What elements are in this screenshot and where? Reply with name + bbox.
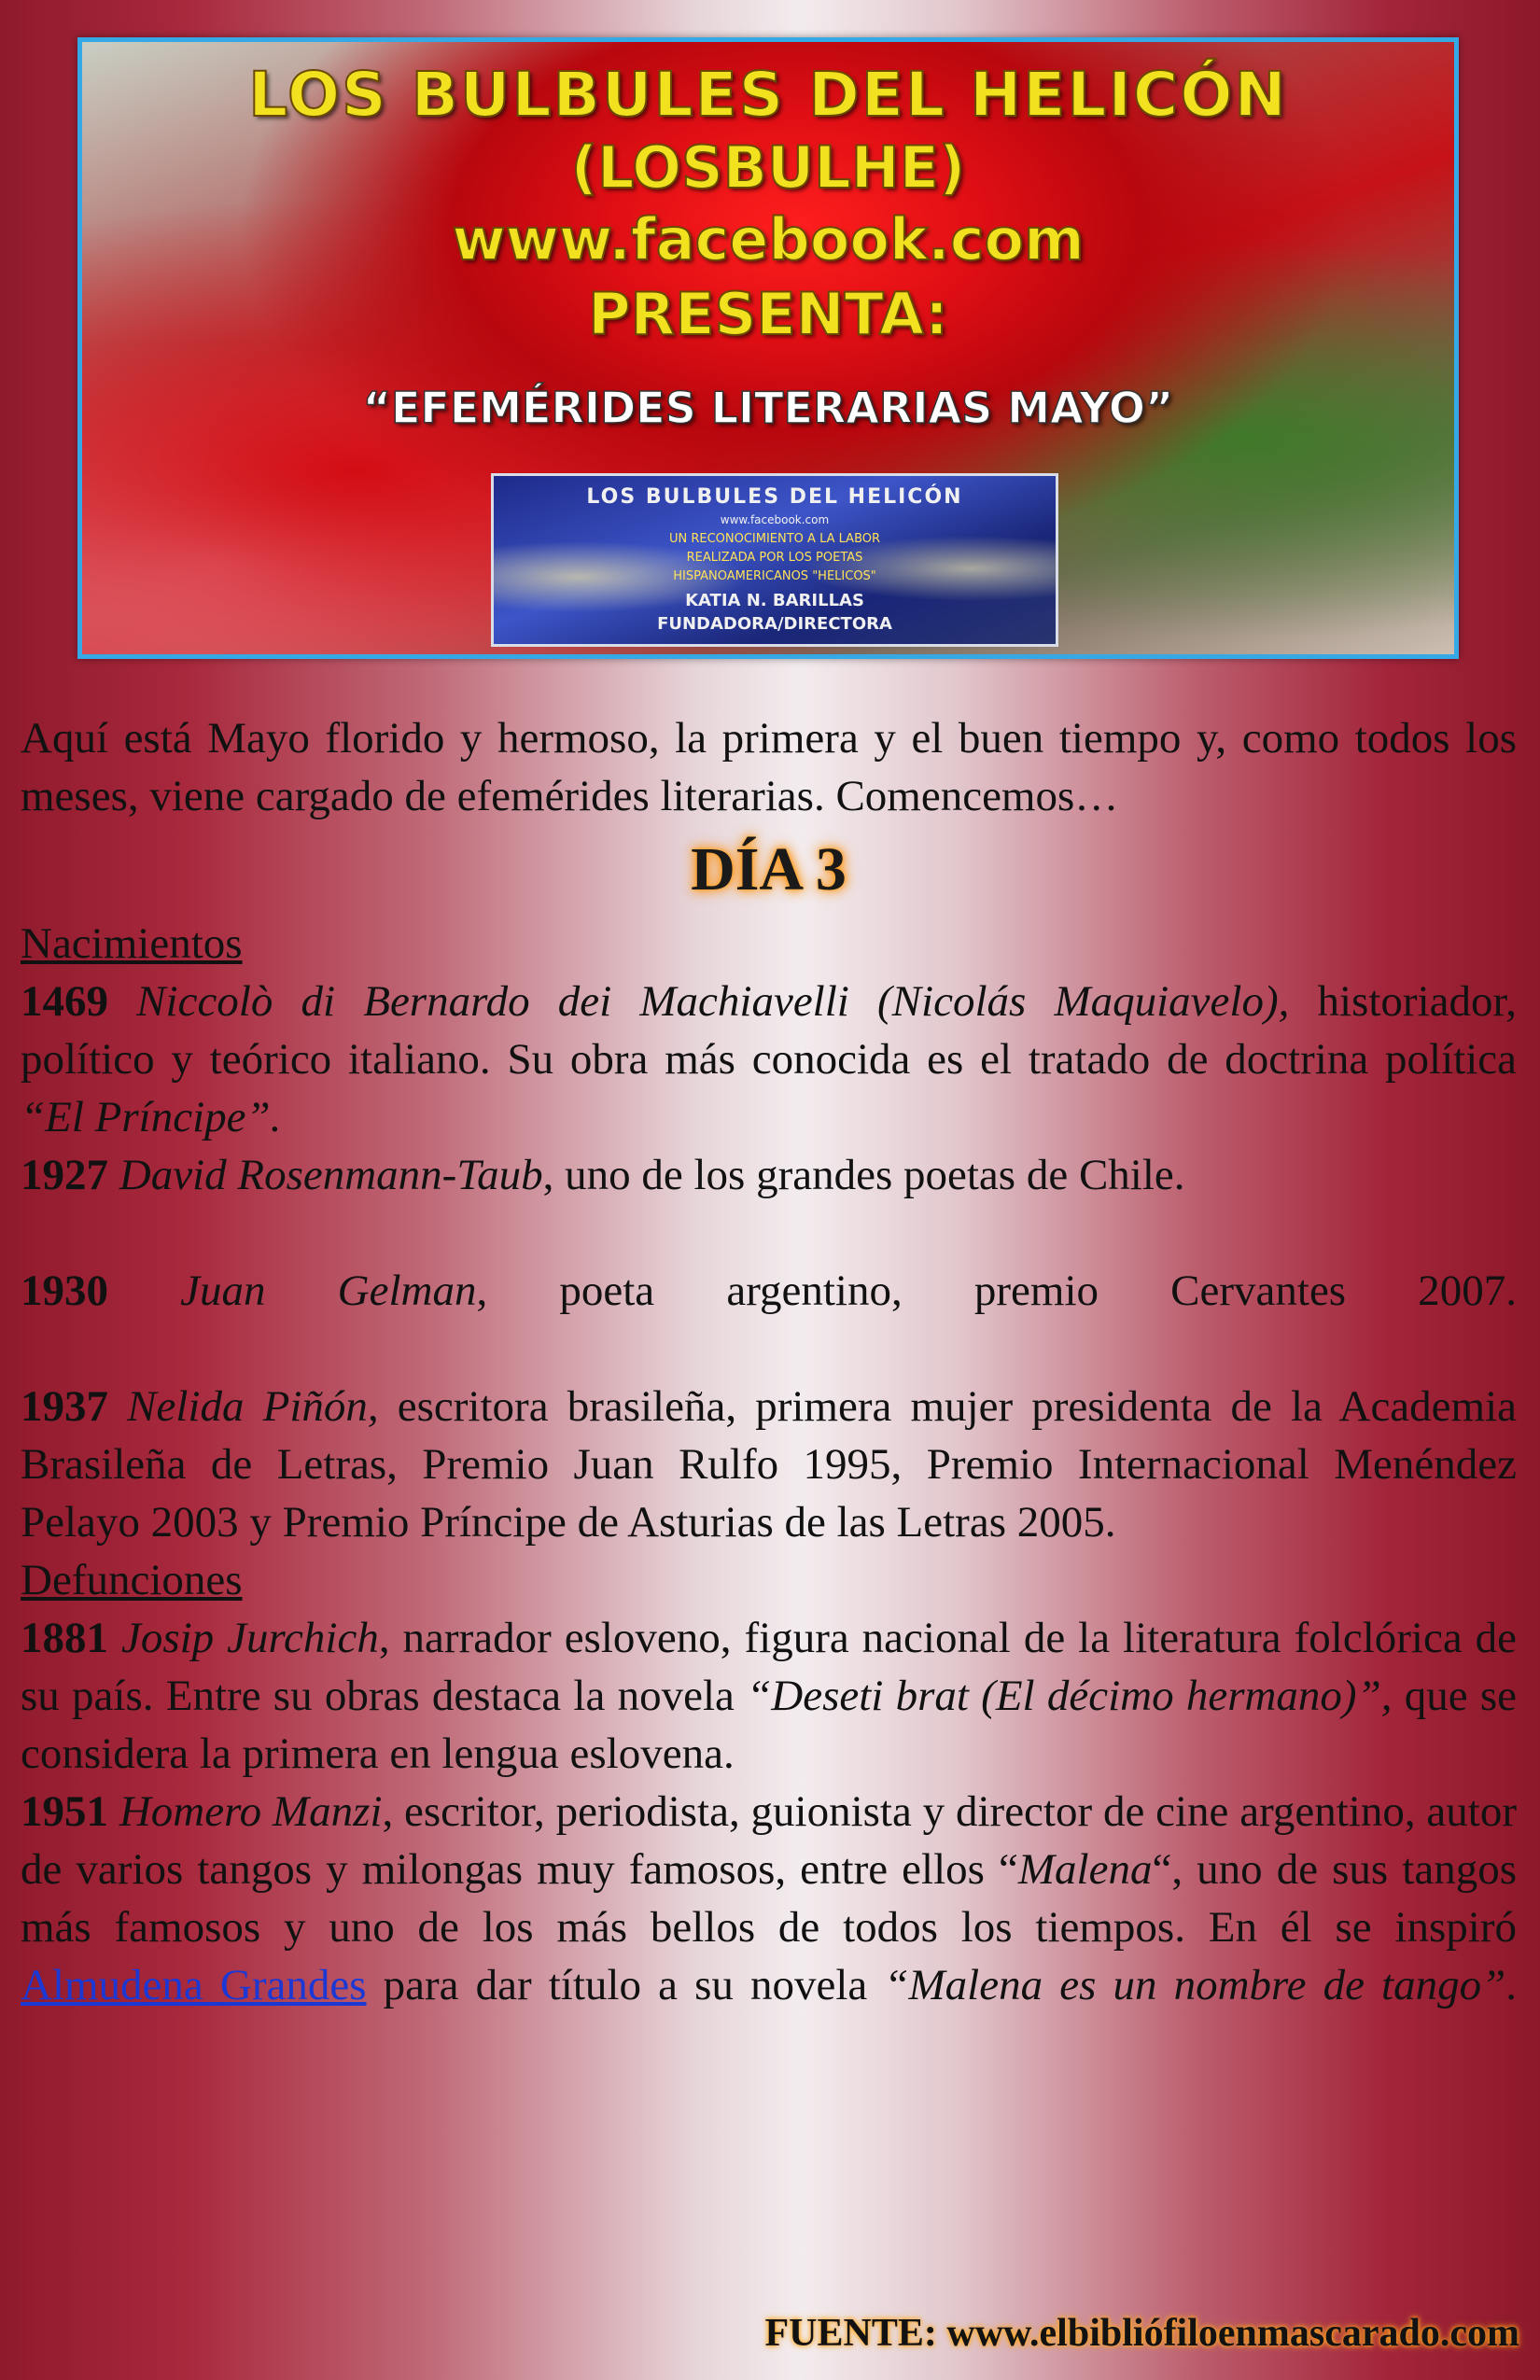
entry-work: Malena [1017, 1845, 1153, 1894]
entry-year: 1930 [21, 1267, 108, 1315]
banner-title: LOS BULBULES DEL HELICÓN [248, 59, 1288, 131]
badge-author: KATIA N. BARILLAS [685, 591, 864, 610]
article-body [21, 709, 1517, 2014]
entry-work: “Deseti brat (El décimo hermano)”, [747, 1672, 1393, 1720]
entry-year: 1469 [21, 977, 108, 1026]
badge-url: www.facebook.com [720, 513, 830, 526]
entry-name: Nelida Piñón, [127, 1382, 379, 1431]
entry-text: , escritor, periodista, guionista y director de cine argentino, autor de varios tangos y milongas muy famosos, entre ellos “ [21, 1787, 1517, 1894]
banner-event-title: “EFEMÉRIDES LITERARIAS MAYO” [362, 383, 1174, 433]
entry-name: Homero Manzi [119, 1787, 383, 1836]
entry-year: 1951 [21, 1787, 108, 1836]
banner-subtitle: (LOSBULHE) [570, 133, 966, 202]
entry-1937 [21, 1378, 1517, 1551]
logo-badge [491, 473, 1058, 647]
almudena-grandes-link[interactable]: Almudena Grandes [21, 1961, 367, 2009]
entry-year: 1881 [21, 1614, 108, 1662]
entry-year: 1927 [21, 1151, 108, 1199]
entry-text: , poeta argentino, premio Cervantes 2007. [476, 1267, 1517, 1315]
deaths-heading: Defunciones [21, 1556, 243, 1604]
entry-tail: que se considera la primera en lengua eslovena. [21, 1672, 1517, 1778]
births-heading: Nacimientos [21, 919, 243, 968]
entry-text: historiador, político y teórico italiano. Su obra más conocida es el tratado de doctrina política [21, 977, 1518, 1084]
header-banner [77, 37, 1459, 659]
entry-after-link: para dar título a su novela [366, 1961, 885, 2009]
source-credit: FUENTE: www.elbibliófiloenmascarado.com [764, 2312, 1519, 2355]
entry-end: . [1505, 1961, 1517, 2009]
entry-1469 [21, 973, 1517, 1146]
entry-text: escritora brasileña, primera mujer presidenta de la Academia Brasileña de Letras, Premio Juan Rulfo 1995, Premio Internacional Menéndez Pelayo 2003 y Premio Príncipe de Asturias de las Letras 2005. [21, 1382, 1518, 1547]
day-heading: DÍA 3 [691, 835, 847, 903]
entry-1927 [21, 1146, 1517, 1204]
entry-name: Niccolò di Bernardo dei Machiavelli (Nicolás Maquiavelo), [136, 977, 1290, 1026]
entry-1930 [21, 1262, 1517, 1320]
entry-1881 [21, 1609, 1517, 1783]
badge-text-1: UN RECONOCIMIENTO A LA LABOR [668, 532, 881, 546]
banner-presenta: PRESENTA: [588, 280, 948, 348]
entry-work: “El Príncipe”. [21, 1093, 282, 1141]
entry-text: , narrador esloveno, figura nacional de la literatura folclórica de su país. Entre su obras destaca la novela [21, 1614, 1518, 1720]
badge-title: LOS BULBULES DEL HELICÓN [586, 485, 963, 509]
entry-name: David Rosenmann-Taub [119, 1151, 543, 1199]
intro-paragraph: Aquí está Mayo florido y hermoso, la primera y el buen tiempo y, como todos los meses, viene cargado de efemérides literarias. Comencemos… [21, 714, 1517, 820]
badge-text-2: REALIZADA POR LOS POETAS [686, 551, 863, 565]
entry-1951 [21, 1783, 1517, 2014]
badge-text-3: HISPANOAMERICANOS "HELICOS" [673, 569, 876, 583]
entry-mid: “, uno de sus tangos más famosos y uno de los más bellos de todos los tiempos. En él se inspiró [21, 1845, 1518, 1952]
entry-name: Josip Jurchich [120, 1614, 379, 1662]
entry-name: Juan Gelman [180, 1267, 477, 1315]
entry-work-2: “Malena es un nombre de tango” [884, 1961, 1506, 2009]
badge-role: FUNDADORA/DIRECTORA [657, 614, 892, 634]
entry-year: 1937 [21, 1382, 108, 1431]
banner-url: www.facebook.com [452, 205, 1085, 273]
entry-text: , uno de los grandes poetas de Chile. [542, 1151, 1185, 1199]
